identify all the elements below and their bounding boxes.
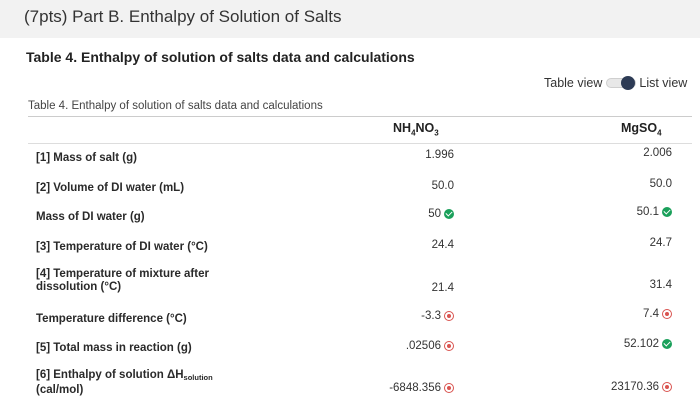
cell-nh4no3-volume-di-water [432, 180, 454, 192]
cell-nh4no3-temp-di-water [432, 239, 454, 251]
col1-base: NH [393, 121, 412, 135]
table-heading: Table 4. Enthalpy of solution of salts data and calculations [26, 49, 415, 65]
value: -6848.356 [389, 382, 441, 394]
row-label-temp-mixture [36, 268, 209, 294]
table-top-rule [28, 116, 692, 117]
value: 21.4 [431, 282, 454, 294]
incorrect-icon [662, 309, 672, 319]
value: 50 [428, 208, 441, 220]
value: 24.7 [649, 237, 672, 249]
value: 31.4 [649, 279, 672, 291]
view-toggle[interactable] [544, 76, 687, 90]
incorrect-icon [444, 311, 454, 321]
correct-check-icon [662, 339, 672, 349]
value: 7.4 [643, 308, 659, 320]
part-title: (7pts) Part B. Enthalpy of Solution of Salts [24, 7, 342, 26]
view-toggle-switch[interactable] [606, 76, 636, 90]
value: -3.3 [421, 310, 441, 322]
incorrect-icon [444, 341, 454, 351]
value: 50.0 [649, 178, 672, 190]
correct-check-icon [662, 207, 672, 217]
cell-mgso4-enthalpy [611, 381, 672, 393]
label-line-1: [4] Temperature of mixture after [36, 268, 209, 280]
value: 2.006 [643, 147, 672, 159]
col2-base: MgSO [621, 121, 658, 135]
label-line-2: (cal/mol) [36, 384, 84, 396]
cell-mgso4-volume-di-water [650, 178, 672, 190]
table-view-label[interactable]: Table view [544, 76, 603, 90]
table-caption: Table 4. Enthalpy of solution of salts data and calculations [28, 100, 323, 112]
cell-nh4no3-mass-of-salt [425, 149, 454, 161]
value: 23170.36 [611, 381, 659, 393]
cell-nh4no3-total-mass [406, 340, 454, 352]
incorrect-icon [444, 383, 454, 393]
row-label-volume-di-water: [2] Volume of DI water (mL) [36, 182, 185, 194]
value: 1.996 [425, 149, 454, 161]
column-header-mgso4 [621, 121, 662, 138]
cell-mgso4-total-mass [624, 338, 672, 350]
row-label-mass-di-water: Mass of DI water (g) [36, 211, 145, 223]
cell-nh4no3-temp-difference [421, 310, 454, 322]
row-label-temp-difference: Temperature difference (°C) [36, 313, 187, 325]
col1-sub2: 3 [434, 128, 439, 138]
label-text: [6] Enthalpy of solution ΔH [36, 369, 184, 381]
label-subscript: solution [183, 373, 213, 382]
toggle-knob [621, 76, 635, 90]
table-header-rule [28, 143, 692, 144]
list-view-label[interactable]: List view [639, 76, 688, 90]
col2-sub1: 4 [657, 128, 662, 138]
cell-mgso4-mass-of-salt [643, 147, 672, 159]
cell-nh4no3-mass-di-water [428, 208, 454, 220]
cell-mgso4-temp-mixture [650, 279, 672, 291]
cell-mgso4-temp-difference [643, 308, 672, 320]
row-label-temp-di-water: [3] Temperature of DI water (°C) [36, 241, 208, 253]
cell-nh4no3-enthalpy [389, 382, 454, 394]
cell-mgso4-mass-di-water [637, 206, 672, 218]
label-line-2: dissolution (°C) [36, 281, 122, 293]
cell-nh4no3-temp-mixture [432, 282, 454, 294]
row-label-enthalpy [36, 369, 213, 397]
incorrect-icon [662, 382, 672, 392]
col1-sub1: 4 [411, 128, 416, 138]
value: 50.0 [431, 180, 454, 192]
row-label-total-mass: [5] Total mass in reaction (g) [36, 342, 192, 354]
value: 52.102 [623, 338, 659, 350]
value: .02506 [405, 340, 441, 352]
col1-mid: NO [415, 121, 435, 135]
correct-check-icon [444, 209, 454, 219]
column-header-nh4no3 [393, 121, 439, 138]
row-label-mass-of-salt: [1] Mass of salt (g) [36, 152, 137, 164]
value: 24.4 [431, 239, 454, 251]
value: 50.1 [636, 206, 659, 218]
label-line-1 [36, 369, 213, 384]
cell-mgso4-temp-di-water [650, 237, 672, 249]
